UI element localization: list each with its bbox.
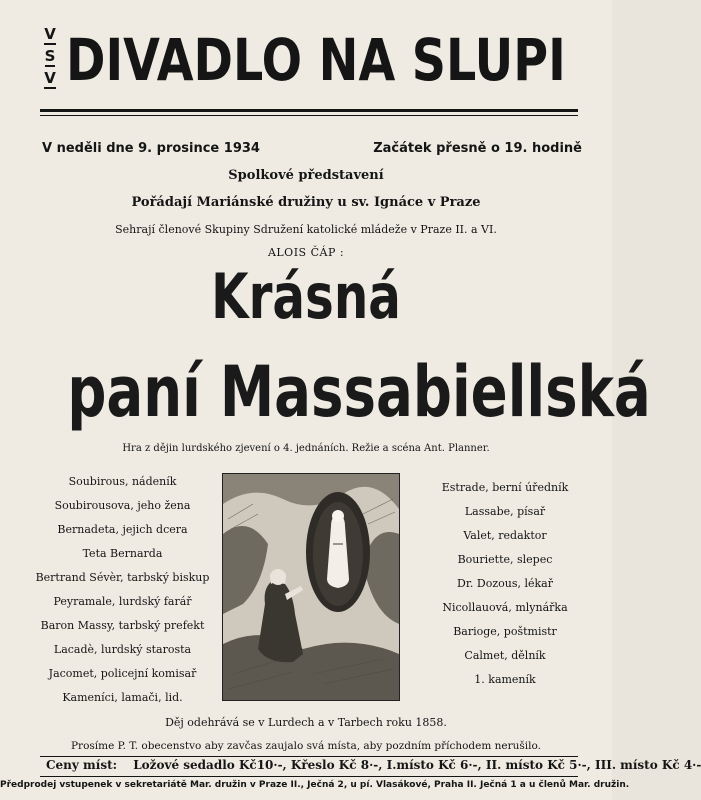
cast-item: Teta Bernarda [82, 547, 163, 560]
header [40, 20, 585, 100]
event-type: Spolkové představení [228, 168, 384, 183]
cast-item: Estrade, berní úředník [441, 481, 569, 494]
prices-list: Ložové sedadlo Kč10·-, Křeslo Kč 8·-, I.místo Kč 6·-, II. místo Kč 5·-, III. místo Kč 4·- [133, 758, 701, 772]
cast-item: Soubirous, nádeník [68, 475, 177, 488]
vsv-monogram [40, 26, 60, 92]
audience-request: Prosíme P. T. obecenstvo aby zavčas zaujalo svá místa, aby pozdním příchodem nerušilo. [70, 740, 542, 752]
cast-item: Barioge, poštmistr [453, 625, 557, 638]
monogram-letter: V [44, 25, 56, 43]
header-rule-thin [40, 115, 578, 116]
presale-note: Předprodej vstupenek v sekretariátě Mar. družin v Praze II., Ječná 2, u pí. Vlasákové, Praha II. Ječná 1 a u členů Mar. družin. [0, 780, 630, 790]
event-start: Začátek přesně o 19. hodině [373, 141, 582, 156]
event-date: V neděli dne 9. prosince 1934 [42, 141, 260, 156]
cast-item: Jacomet, policejní komisař [48, 667, 197, 680]
play-author: ALOIS ČÁP : [267, 246, 345, 259]
cast-item: Bouriette, slepec [457, 553, 553, 566]
grotto-illustration [222, 473, 400, 701]
event-performers: Sehrají členové Skupiny Sdružení katolické mládeže v Praze II. a VI. [115, 223, 497, 236]
cast-item: Dr. Dozous, lékař [457, 577, 553, 590]
play-subtitle: Hra z dějin lurdského zjevení o 4. jednáních. Režie a scéna Ant. Planner. [122, 443, 490, 454]
monogram-letter: V [44, 69, 56, 87]
play-title-line2: paní Massabiellská [67, 351, 651, 433]
cast-list-left [25, 470, 220, 710]
prices-label: Ceny míst: [46, 758, 118, 772]
cast-list-right [410, 476, 600, 692]
cast-item: Soubirousova, jeho žena [54, 499, 191, 512]
cast-item: 1. kameník [474, 673, 536, 686]
cast-item: Peyramale, lurdský farář [53, 595, 192, 608]
cast-item: Calmet, dělník [464, 649, 546, 662]
cast-item: Kameníci, lamači, lid. [62, 691, 183, 704]
cast-item: Valet, redaktor [463, 529, 547, 542]
prices-rule-bottom [40, 776, 578, 777]
cast-item: Lacadè, lurdský starosta [53, 643, 192, 656]
header-rule-thick [40, 109, 578, 112]
prices-rule-top [40, 756, 578, 757]
cast-item: Bertrand Sévèr, tarbský biskup [35, 571, 210, 584]
event-organizer: Pořádají Mariánské družiny u sv. Ignáce v Praze [131, 195, 481, 210]
ticket-prices [46, 758, 701, 772]
theatre-title: DIVADLO NA SLUPI [66, 26, 566, 94]
monogram-letter: S [44, 47, 56, 65]
cast-item: Bernadeta, jejich dcera [57, 523, 188, 536]
cast-item: Lassabe, písař [464, 505, 546, 518]
grotto-engraving-image [223, 474, 399, 700]
cast-item: Nicollauová, mlynářka [442, 601, 568, 614]
play-title-line1: Krásná [211, 260, 401, 333]
setting-note: Děj odehrává se v Lurdech a v Tarbech roku 1858. [165, 716, 447, 729]
cast-item: Baron Massy, tarbský prefekt [40, 619, 205, 632]
